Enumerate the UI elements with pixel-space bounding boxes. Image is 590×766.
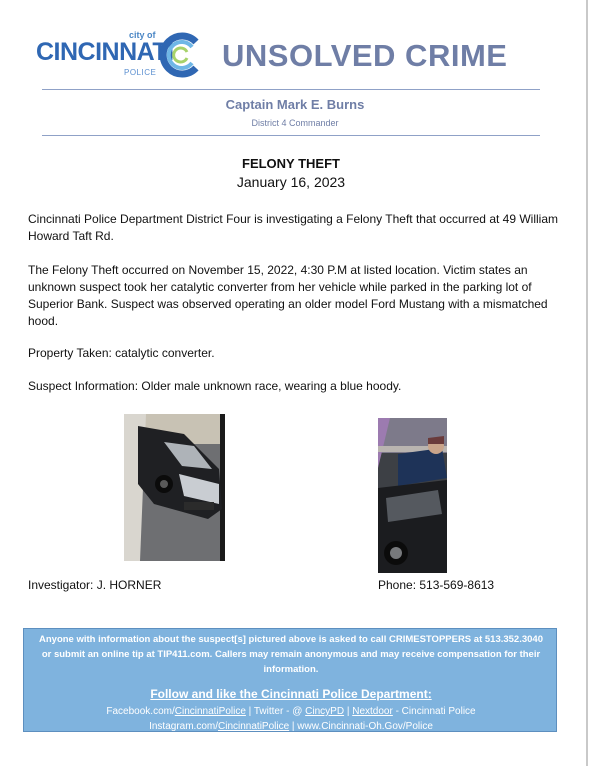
paragraph-suspect: Suspect Information: Older male unknown race, wearing a blue hoody. [28, 379, 402, 393]
follow-heading: Follow and like the Cincinnati Police Department: [150, 687, 432, 701]
facebook-link[interactable]: CincinnatiPolice [174, 706, 246, 717]
suspect-person-photo [378, 418, 447, 573]
social-links [24, 704, 558, 734]
logo-c-swirl-icon [156, 30, 206, 80]
page-edge [586, 0, 588, 766]
twitter-link[interactable]: CincyPD [305, 706, 345, 717]
paragraph-details: The Felony Theft occurred on November 15, 2022, 4:30 P.M at listed location. Victim states an unknown suspect took her catalytic converter from her vehicle while parked in the parking lot of Superior Bank. Suspect was observed operating an older model Ford Mustang with a mismatched hood. [28, 263, 548, 328]
instagram-prefix: Instagram.com/ [149, 721, 218, 732]
suspect-vehicle-photo [124, 414, 225, 561]
cincinnati-police-logo [36, 30, 206, 80]
logo-city-of: city of [129, 30, 156, 40]
social-separator: | [344, 706, 353, 717]
paragraph-property: Property Taken: catalytic converter. [28, 346, 215, 360]
website-link[interactable]: | www.Cincinnati-Oh.Gov/Police [289, 721, 433, 732]
logo-police: POLICE [124, 68, 157, 77]
tip-instructions: Anyone with information about the suspect[s] pictured above is asked to call CRIMESTOPPERS at 513.352.3040 or submit an online tip at TIP411.com. Callers may remain anonymous and may receive compensation for their information. [39, 634, 543, 675]
nextdoor-link[interactable]: Nextdoor [352, 706, 393, 717]
notice-heading: FELONY THEFT [242, 156, 340, 171]
paragraph-location: Cincinnati Police Department District Four is investigating a Felony Theft that occurred at 49 William Howard Taft Rd. [28, 212, 558, 243]
page-title: UNSOLVED CRIME [222, 38, 508, 73]
facebook-prefix: Facebook.com/ [106, 706, 175, 717]
investigator-phone: Phone: 513-569-8613 [378, 578, 495, 592]
captain-role: District 4 Commander [251, 118, 339, 128]
notice-date: January 16, 2023 [236, 174, 346, 190]
captain-name: Captain Mark E. Burns [225, 97, 365, 112]
header-divider-top [42, 89, 540, 90]
instagram-link[interactable]: CincinnatiPolice [218, 721, 290, 732]
twitter-label: | Twitter - @ [245, 706, 306, 717]
logo-name: CINCINNATI [36, 38, 174, 66]
nextdoor-suffix: - Cincinnati Police [392, 706, 476, 717]
header-divider-bottom [42, 135, 540, 136]
crimestoppers-box [23, 628, 557, 732]
investigator-name: Investigator: J. HORNER [28, 578, 162, 592]
